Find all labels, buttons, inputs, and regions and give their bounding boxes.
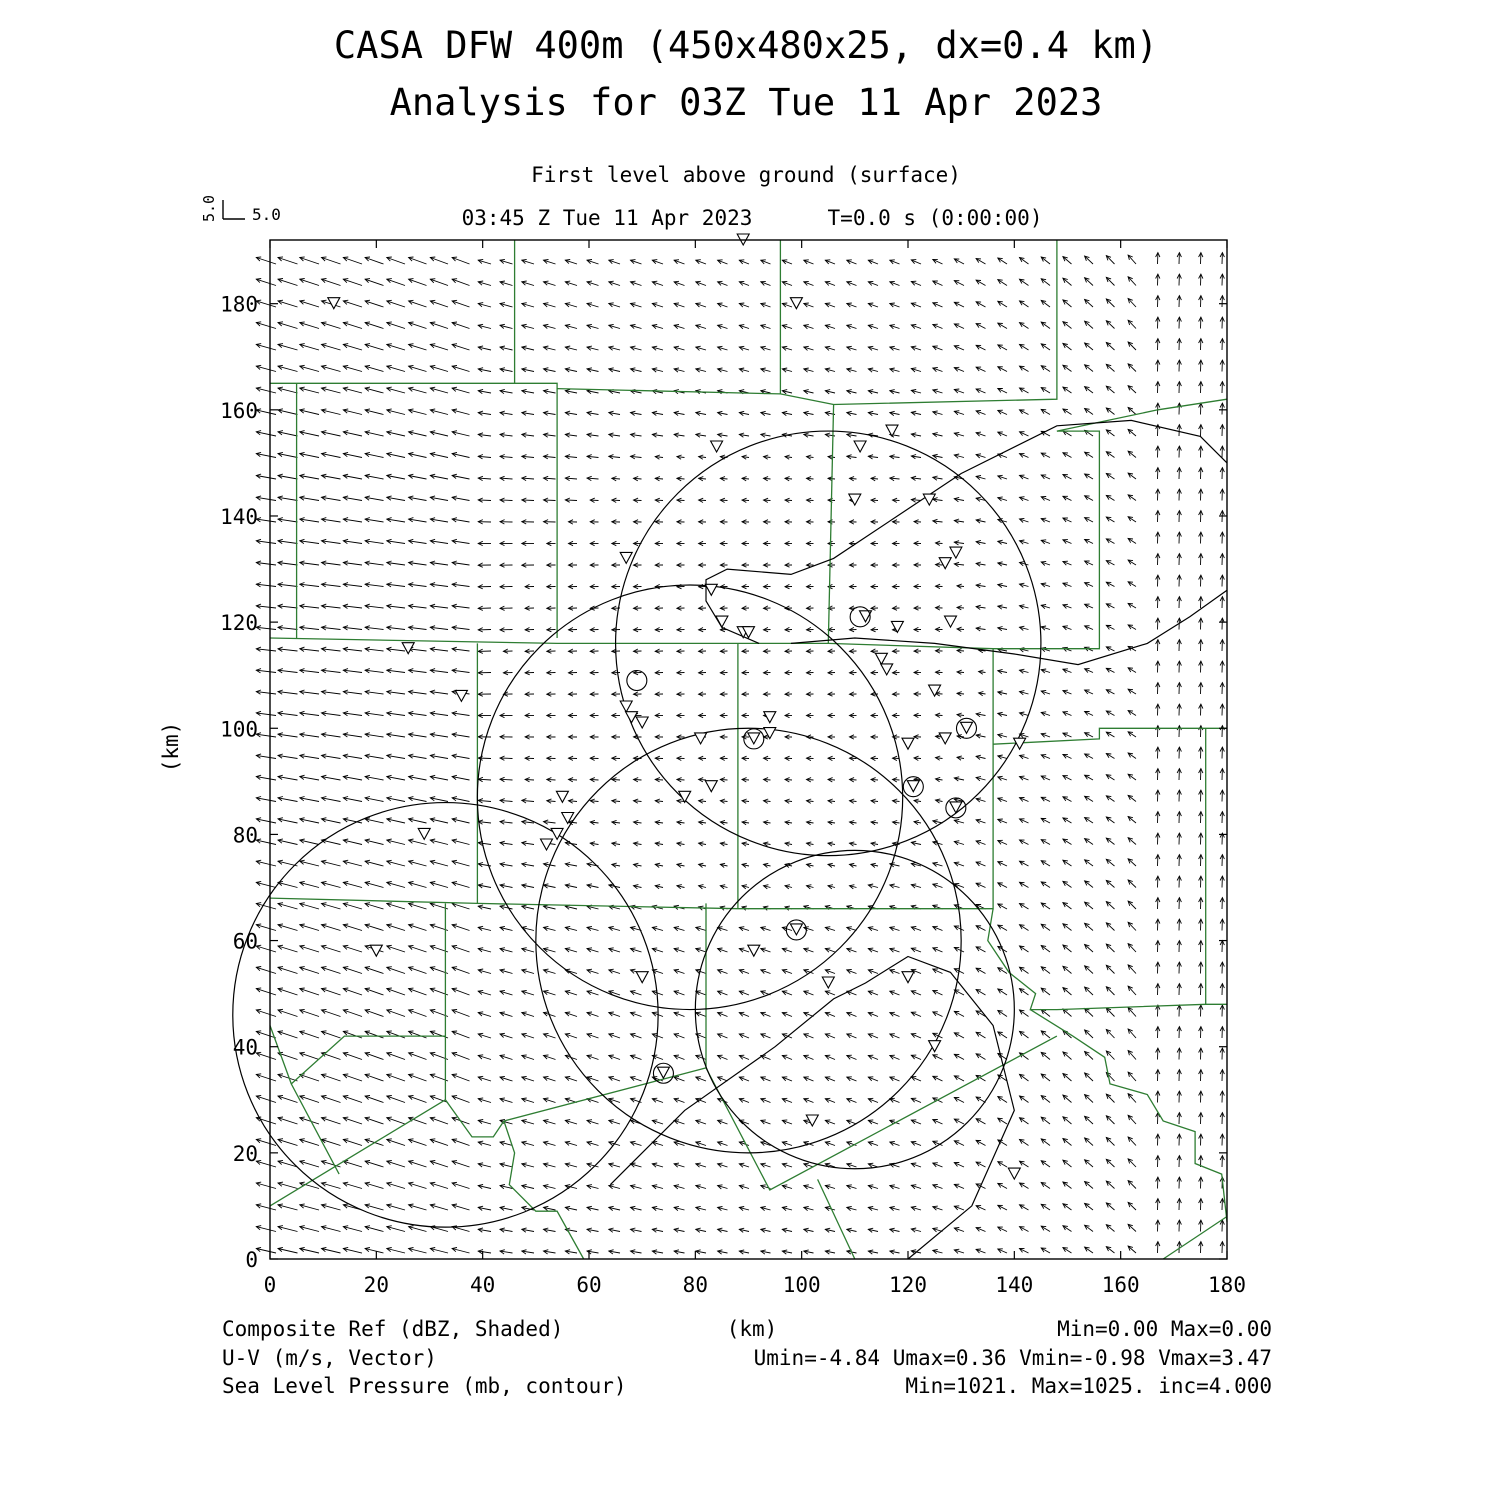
station-marker (657, 1067, 669, 1078)
county-boundary (270, 383, 557, 638)
pressure-contour (791, 590, 1227, 664)
station-marker (907, 781, 919, 792)
station-marker (620, 552, 632, 563)
x-tick-label: 40 (470, 1273, 496, 1297)
wind-vector (500, 500, 513, 501)
y-tick-label: 180 (220, 292, 258, 317)
pressure-stats: Min=1021. Max=1025. inc=4.000 (905, 1374, 1272, 1398)
county-boundary (504, 1068, 706, 1121)
y-tick-label: 60 (232, 929, 258, 954)
valid-time-label: 03:45 Z Tue 11 Apr 2023 (461, 206, 753, 230)
y-tick-label: 80 (232, 823, 258, 848)
y-tick-label: 140 (220, 504, 258, 529)
wind-legend: U-V (m/s, Vector) (222, 1346, 437, 1370)
wind-vector-head (1128, 711, 1133, 715)
station-marker (902, 972, 914, 983)
county-boundary (270, 431, 1099, 649)
wind-vector-head (998, 258, 1003, 262)
station-marker (695, 733, 707, 744)
station-marker (748, 733, 760, 744)
wind-vector-head (998, 1097, 1003, 1101)
station-marker (806, 1115, 818, 1126)
station-marker (455, 690, 467, 701)
wind-vector-head (1020, 925, 1025, 929)
wind-vector (500, 758, 513, 759)
station-marker (929, 685, 941, 696)
title-line-2: Analysis for 03Z Tue 11 Apr 2023 (389, 81, 1103, 124)
station-marker (939, 558, 951, 569)
wind-vector-head (1085, 796, 1090, 800)
station-marker (716, 616, 728, 627)
time-step-label: T=0.0 s (0:00:00) (827, 206, 1043, 230)
wind-vector-head (1128, 538, 1133, 542)
x-tick-label: 60 (576, 1273, 602, 1297)
x-axis-label: (km) (726, 1317, 778, 1341)
wind-vector (478, 758, 491, 759)
county-boundary (1206, 728, 1227, 1004)
radar-range-ring (477, 585, 902, 1010)
station-marker (705, 781, 717, 792)
radar-range-rings (233, 431, 1041, 1227)
pressure-contours (610, 420, 1227, 1259)
county-boundary (270, 1100, 445, 1206)
station-marker (620, 701, 632, 712)
station-marker (764, 712, 776, 723)
station-marker (902, 738, 914, 749)
y-axis-label: (km) (159, 721, 183, 773)
wind-vector-head (1106, 495, 1111, 499)
radar-range-ring (536, 728, 961, 1153)
county-boundary (445, 1036, 504, 1137)
station-marker (939, 733, 951, 744)
station-marker (854, 441, 866, 452)
station-marker (790, 298, 802, 309)
x-tick-label: 0 (263, 1273, 277, 1297)
station-marker (875, 653, 887, 664)
x-tick-label: 160 (1101, 1273, 1140, 1297)
axis-ticks (220, 240, 1246, 1297)
county-boundary (828, 405, 833, 644)
station-marker (418, 828, 430, 839)
pressure-legend: Sea Level Pressure (mb, contour) (222, 1374, 627, 1398)
station-marker (636, 717, 648, 728)
station-marker (891, 621, 903, 632)
x-tick-label: 120 (889, 1273, 927, 1297)
vector-scale-v: 5.0 (200, 194, 218, 222)
station-marker (950, 802, 962, 813)
station-marker (881, 664, 893, 675)
wind-vector-head (998, 989, 1003, 993)
station-marker (402, 643, 414, 654)
county-boundary (993, 728, 1227, 744)
wind-vector (478, 500, 491, 501)
plot-area (220, 234, 1246, 1297)
county-boundary (988, 909, 1206, 1010)
station-marker (551, 828, 563, 839)
vector-scale-key (200, 195, 281, 224)
station-marker (556, 791, 568, 802)
reflectivity-stats: Min=0.00 Max=0.00 (1057, 1317, 1272, 1341)
title-line-1: CASA DFW 400m (450x480x25, dx=0.4 km) (333, 24, 1159, 67)
radar-site-marker (627, 671, 647, 691)
wind-vectors (256, 253, 1224, 1255)
station-marker (945, 616, 957, 627)
county-boundary (1163, 1217, 1227, 1260)
station-marker (961, 722, 973, 733)
station-marker (886, 425, 898, 436)
x-tick-label: 180 (1208, 1273, 1246, 1297)
y-tick-label: 40 (232, 1035, 258, 1060)
station-marker (541, 839, 553, 850)
y-tick-label: 100 (220, 717, 258, 742)
station-marker (705, 584, 717, 595)
wind-stats: Umin=-4.84 Umax=0.36 Vmin=-0.98 Vmax=3.47 (753, 1346, 1272, 1370)
x-tick-label: 100 (782, 1273, 821, 1297)
pressure-contour (706, 420, 1227, 643)
y-tick-label: 120 (220, 611, 258, 636)
county-boundary (291, 903, 445, 1174)
county-boundaries (270, 240, 1227, 1259)
station-marker (748, 945, 760, 956)
vector-scale-u: 5.0 (252, 205, 281, 224)
x-tick-label: 80 (682, 1273, 708, 1297)
y-tick-label: 160 (220, 398, 258, 423)
wind-vector-head (1020, 344, 1025, 348)
station-marker (950, 547, 962, 558)
level-label: First level above ground (surface) (531, 163, 961, 187)
station-marker (711, 441, 723, 452)
station-marker (822, 977, 834, 988)
station-marker (636, 972, 648, 983)
county-boundary (818, 1179, 855, 1259)
pressure-contour (610, 957, 1014, 1260)
y-tick-label: 0 (245, 1248, 258, 1272)
y-tick-label: 20 (232, 1141, 258, 1166)
station-marker (790, 924, 802, 935)
wind-vector-head (1063, 1248, 1068, 1252)
radar-range-ring (695, 850, 1014, 1168)
reflectivity-legend: Composite Ref (dBZ, Shaded) (222, 1317, 564, 1341)
wind-vector-head (1020, 323, 1025, 327)
x-tick-label: 140 (995, 1273, 1034, 1297)
county-boundary (557, 240, 1057, 405)
station-marker (1008, 1168, 1020, 1179)
x-tick-label: 20 (363, 1273, 389, 1297)
